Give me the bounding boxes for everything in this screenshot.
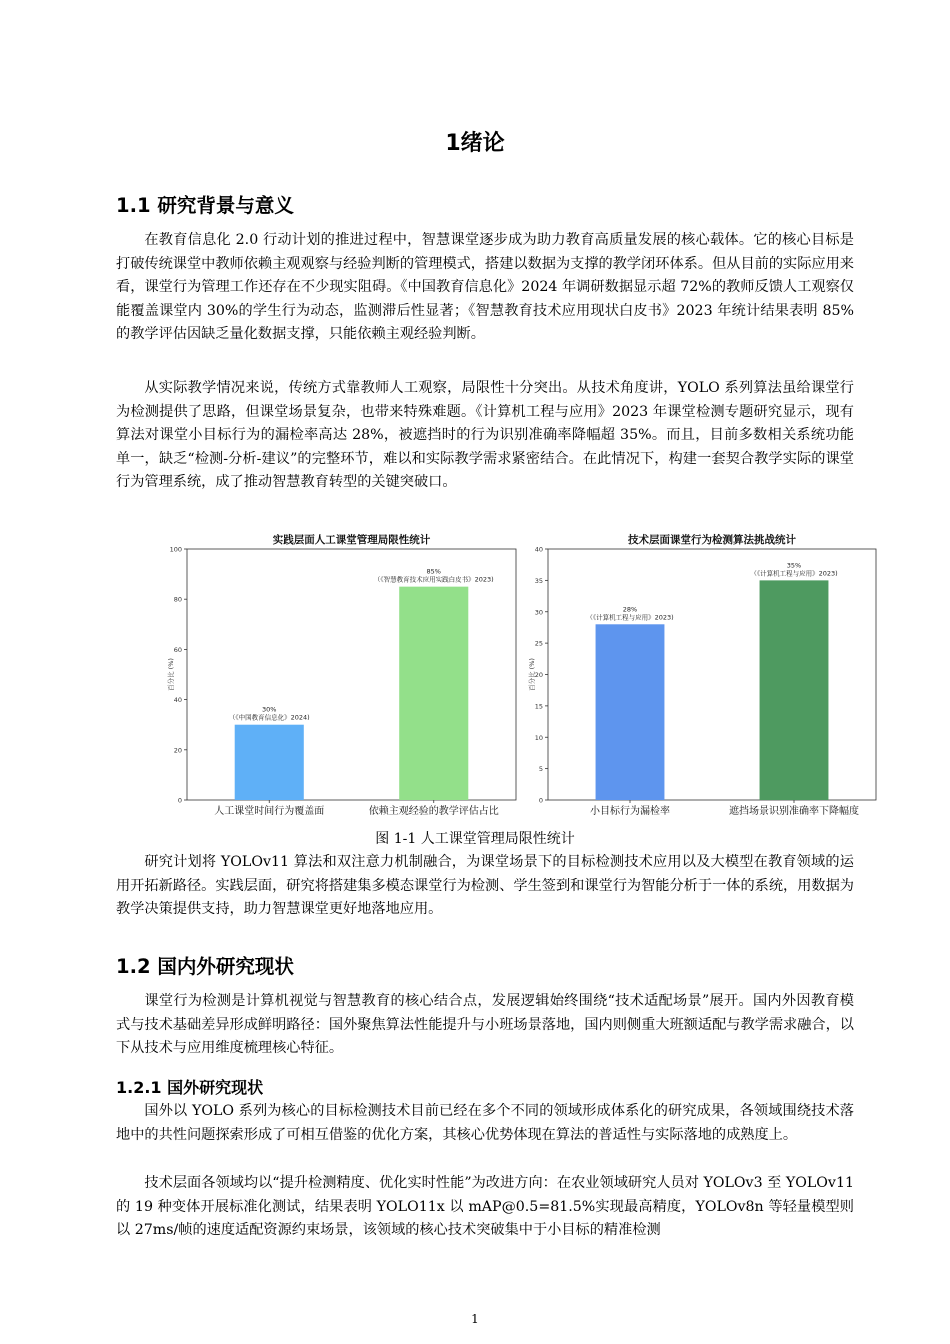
y-tick-label: 25 bbox=[534, 639, 543, 648]
y-tick-label: 5 bbox=[538, 765, 543, 774]
bar-value-label: 35% bbox=[786, 561, 802, 570]
bar bbox=[596, 624, 665, 800]
section-heading-1-1: 1.1 研究背景与意义 bbox=[116, 194, 294, 217]
bar-source-label: （《中国教育信息化》2024) bbox=[228, 713, 310, 722]
bar bbox=[399, 587, 468, 800]
section-heading-1-2-1: 1.2.1 国外研究现状 bbox=[116, 1078, 264, 1097]
y-axis-label: 百分比 (%) bbox=[528, 658, 536, 691]
bar bbox=[760, 580, 829, 800]
y-tick-label: 20 bbox=[534, 671, 543, 679]
y-tick-label: 20 bbox=[173, 746, 182, 755]
section-heading-1-2: 1.2 国内外研究现状 bbox=[116, 955, 294, 978]
x-tick-label: 依赖主观经验的教学评估占比 bbox=[368, 806, 499, 817]
figure-caption: 图 1-1 人工课堂管理局限性统计 bbox=[375, 831, 575, 847]
bar-value-label: 30% bbox=[262, 705, 277, 714]
y-tick-label: 40 bbox=[173, 696, 182, 705]
paragraph-foreign-2: 技术层面各领域均以“提升检测精度、优化实时性能”为改进方向：在农业领域研究人员对 YOLOv3 至 YOLOv11 的 19 种变体开展标准化测试，结果表明 YOLO11x 以 mAP@0.5=81.5%实现最高精度，YOLOv8n 等轻量模型则以 27ms/帧的速度适配资源约束场景，该领域的核心技术突破集中于小目标的精准检测 bbox=[116, 1175, 854, 1238]
x-tick-label: 遮挡场景识别准确率下降幅度 bbox=[729, 806, 859, 817]
y-tick-label: 30 bbox=[534, 608, 543, 617]
y-axis-label: 百分比 (%) bbox=[167, 658, 175, 691]
y-tick-label: 35 bbox=[534, 576, 543, 585]
y-tick-label: 0 bbox=[538, 796, 543, 805]
y-tick-label: 100 bbox=[169, 545, 182, 554]
bar-value-label: 85% bbox=[426, 567, 441, 576]
paragraph-status-intro: 课堂行为检测是计算机视觉与智慧教育的核心结合点，发展逻辑始终围绕“技术适配场景”展开。国内外因教育模式与技术基础差异形成鲜明路径：国外聚焦算法性能提升与小班场景落地，国内则侧重大班额适配与教学需求融合，以下从技术与应用维度梳理核心特征。 bbox=[116, 993, 854, 1056]
page-number: 1 bbox=[471, 1312, 479, 1326]
chapter-title: 1绪论 bbox=[445, 131, 505, 156]
y-tick-label: 80 bbox=[173, 595, 182, 604]
bar-source-label: （《智慧教育技术应用实践白皮书》2023) bbox=[373, 575, 494, 584]
paragraph-background-2: 从实际教学情况来说，传统方式靠教师人工观察，局限性十分突出。从技术角度讲，YOLO 系列算法虽给课堂行为检测提供了思路，但课堂场景复杂，也带来特殊难题。《计算机工程与应用》2023 年课堂检测专题研究显示，现有算法对课堂小目标行为的漏检率高达 28%，被遮挡时的行为识别准确率降幅超 35%。而且，目前多数相关系统功能单一，缺乏“检测-分析-建议”的完整环节，难以和实际教学需求紧密结合。在此情况下，构建一套契合教学实际的课堂行为管理系统，成了推动智慧教育转型的关键突破口。 bbox=[116, 380, 854, 490]
y-tick-label: 40 bbox=[534, 545, 543, 554]
x-tick-label: 小目标行为漏检率 bbox=[590, 806, 670, 817]
chart-title: 技术层面课堂行为检测算法挑战统计 bbox=[628, 534, 796, 546]
y-tick-label: 10 bbox=[534, 733, 543, 742]
figure-1-1 bbox=[167, 530, 882, 826]
y-tick-label: 60 bbox=[173, 645, 182, 654]
bar bbox=[235, 725, 304, 800]
paragraph-foreign-1: 国外以 YOLO 系列为核心的目标检测技术目前已经在多个不同的领域形成体系化的研究成果，各领域围绕技术落地中的共性问题探索形成了可相互借鉴的优化方案，其核心优势体现在算法的普适性与实际落地的成熟度上。 bbox=[116, 1103, 854, 1143]
paragraph-background-1: 在教育信息化 2.0 行动计划的推进过程中，智慧课堂逐步成为助力教育高质量发展的核心载体。它的核心目标是打破传统课堂中教师依赖主观观察与经验判断的管理模式，搭建以数据为支撑的教学闭环体系。但从目前的实际应用来看，课堂行为管理工作还存在不少现实阻碍。《中国教育信息化》2024 年调研数据显示超 72%的教师反馈人工观察仅能覆盖课堂内 30%的学生行为动态，监测滞后性显著；《智慧教育技术应用现状白皮书》2023 年统计结果表明 85%的教学评估因缺乏量化数据支撑，只能依赖主观经验判断。 bbox=[116, 232, 854, 342]
chart-title: 实践层面人工课堂管理局限性统计 bbox=[272, 534, 431, 546]
x-tick-label: 人工课堂时间行为覆盖面 bbox=[214, 806, 325, 817]
paragraph-research-plan: 研究计划将 YOLOv11 算法和双注意力机制融合，为课堂场景下的目标检测技术应用以及大模型在教育领域的运用开拓新路径。实践层面，研究将搭建集多模态课堂行为检测、学生签到和课堂行为智能分析于一体的系统，用数据为教学决策提供支持，助力智慧课堂更好地落地应用。 bbox=[116, 854, 854, 917]
bar-charts-svg bbox=[167, 530, 882, 826]
y-tick-label: 0 bbox=[177, 796, 182, 805]
bar-value-label: 28% bbox=[622, 605, 638, 614]
bar-source-label: （《计算机工程与应用》2023) bbox=[586, 613, 674, 622]
bar-source-label: （《计算机工程与应用》2023) bbox=[750, 569, 838, 578]
y-tick-label: 15 bbox=[534, 702, 543, 711]
